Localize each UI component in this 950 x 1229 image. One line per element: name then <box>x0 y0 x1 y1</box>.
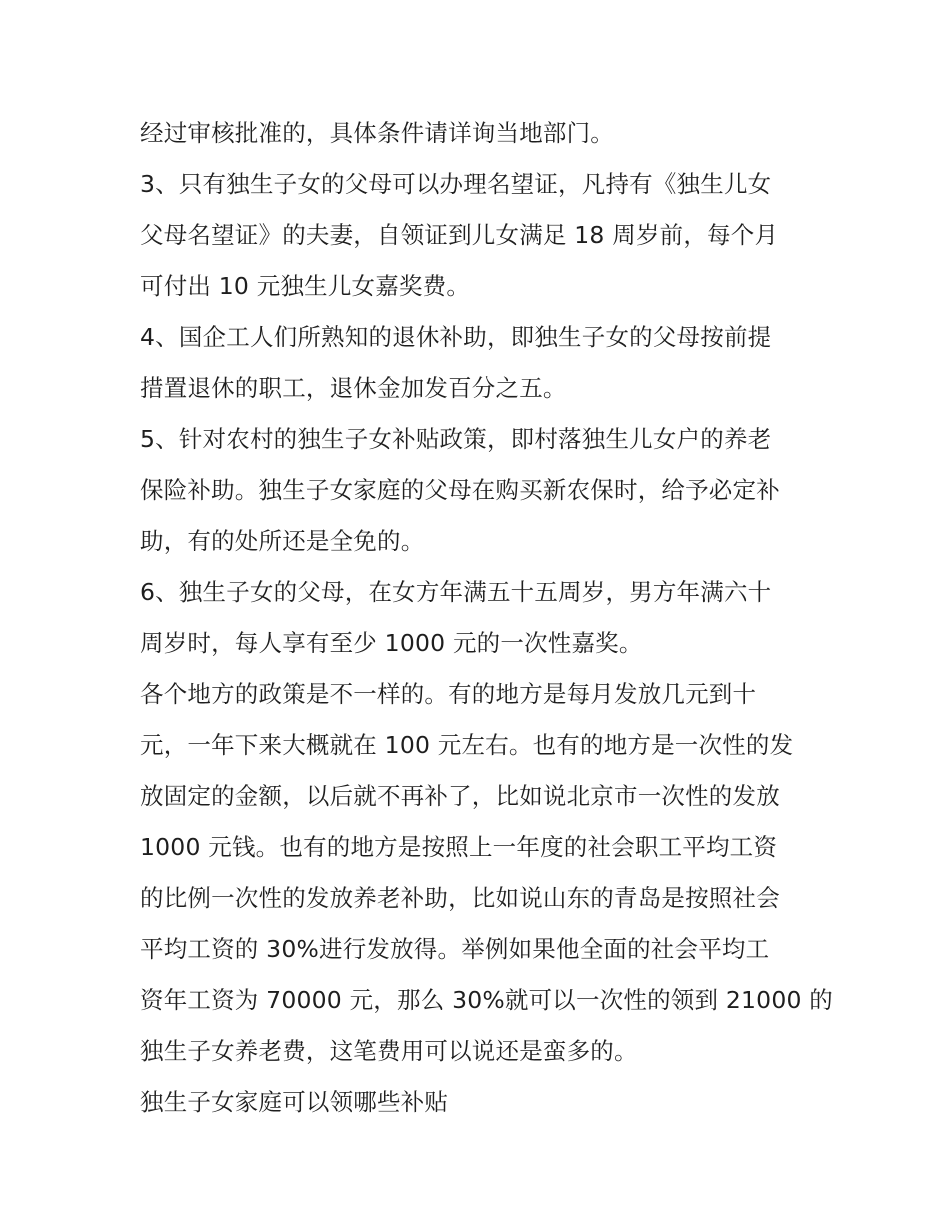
text-line: 资年工资为 70000 元，那么 30%就可以一次性的领到 21000 的 <box>140 986 833 1014</box>
text-line: 平均工资的 30%进行发放得。举例如果他全面的社会平均工 <box>140 935 770 963</box>
text-line: 可付出 10 元独生儿女嘉奖费。 <box>140 272 471 300</box>
text-line: 经过审核批准的，具体条件请详询当地部门。 <box>140 119 614 147</box>
section-heading: 独生子女家庭可以领哪些补贴 <box>140 1088 449 1116</box>
text-line: 独生子女养老费，这笔费用可以说还是蛮多的。 <box>140 1037 638 1065</box>
text-line: 的比例一次性的发放养老补助，比如说山东的青岛是按照社会 <box>140 884 780 912</box>
text-line: 措置退休的职工，退休金加发百分之五。 <box>140 374 567 402</box>
text-line: 周岁时，每人享有至少 1000 元的一次性嘉奖。 <box>140 629 643 657</box>
text-line: 助，有的处所还是全免的。 <box>140 527 425 555</box>
text-line: 父母名望证》的夫妻，自领证到儿女满足 18 周岁前，每个月 <box>140 221 779 249</box>
text-line: 3、只有独生子女的父母可以办理名望证，凡持有《独生儿女 <box>140 170 772 198</box>
text-line: 放固定的金额，以后就不再补了，比如说北京市一次性的发放 <box>140 782 780 810</box>
text-line: 各个地方的政策是不一样的。有的地方是每月发放几元到十 <box>140 680 757 708</box>
text-line: 6、独生子女的父母，在女方年满五十五周岁，男方年满六十 <box>140 578 772 606</box>
text-line: 1000 元钱。也有的地方是按照上一年度的社会职工平均工资 <box>140 833 778 861</box>
text-line: 4、国企工人们所熟知的退休补助，即独生子女的父母按前提 <box>140 323 772 351</box>
document-body <box>140 108 833 1128</box>
text-line: 元，一年下来大概就在 100 元左右。也有的地方是一次性的发 <box>140 731 794 759</box>
text-line: 5、针对农村的独生子女补贴政策，即村落独生儿女户的养老 <box>140 425 772 453</box>
text-line: 保险补助。独生子女家庭的父母在购买新农保时，给予必定补 <box>140 476 780 504</box>
